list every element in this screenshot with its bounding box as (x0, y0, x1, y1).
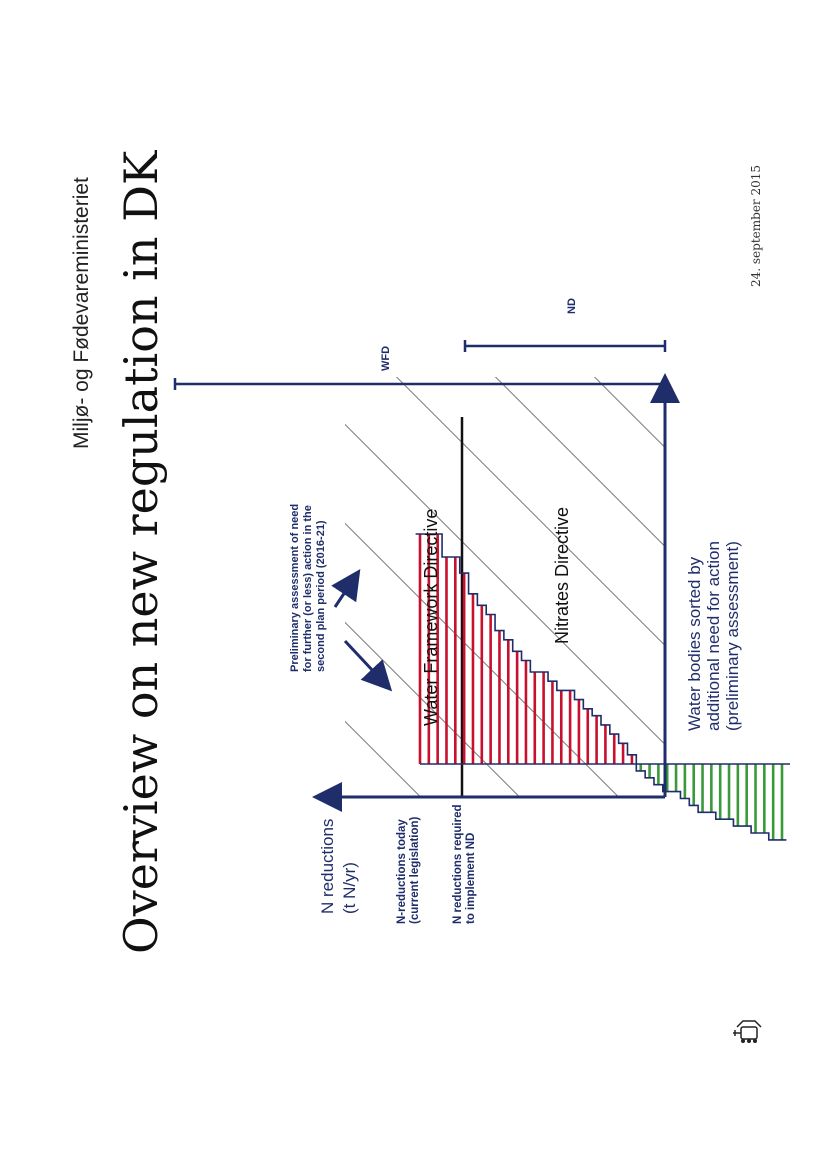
x-axis-label: Water bodies sorted by additional need for action (preliminary assessment) (685, 541, 742, 731)
annotation-text: Preliminary assessment of need for further (or less) action in the second plan period (2016-21) (289, 503, 327, 672)
page-title: Overview on new regulation in DK (114, 150, 168, 954)
slide-date: 24. september 2015 (749, 164, 763, 287)
wfd-range-label: WFD (380, 345, 392, 371)
y-axis-label: N reductions (t N/yr) (318, 818, 359, 914)
ministry-name: Miljø- og Fødevareministeriet (70, 177, 93, 449)
nd-required-label: N reductions required to implement ND (452, 804, 477, 924)
today-label: N-reductions today (current legislation) (396, 816, 421, 924)
nd-range-bracket (465, 340, 665, 352)
crown-icon (733, 1021, 761, 1043)
nd-range-label: ND (566, 298, 578, 314)
nd-region-label: Nitrates Directive (552, 506, 572, 644)
wfd-region-label: Water Framework Directive (421, 508, 441, 726)
